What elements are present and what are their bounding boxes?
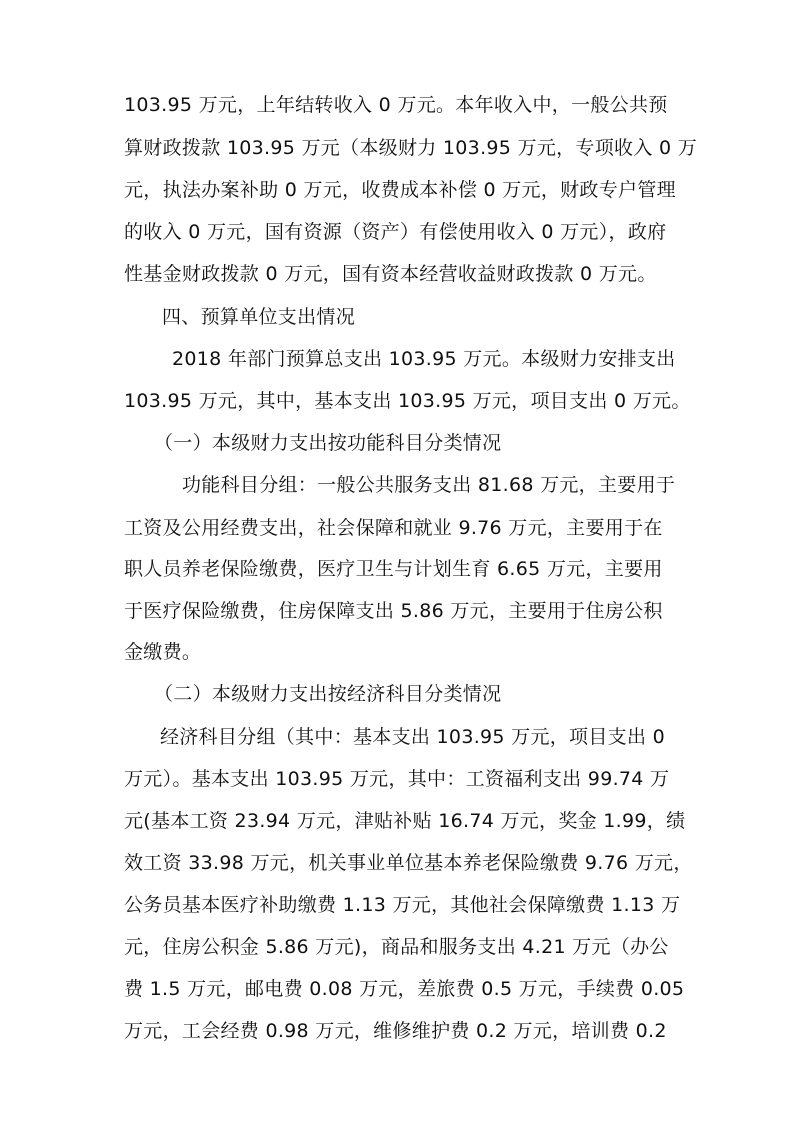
paragraph-line: 金缴费。 (124, 641, 202, 663)
paragraph-line: 经济科目分组（其中：基本支出 103.95 万元，项目支出 0 (160, 726, 665, 748)
paragraph-line: 万元）。基本支出 103.95 万元，其中：工资福利支出 99.74 万 (124, 768, 670, 790)
section-heading: 四、预算单位支出情况 (162, 306, 356, 328)
paragraph-line: 元，住房公积金 5.86 万元)，商品和服务支出 4.21 万元（办公 (124, 936, 669, 958)
paragraph-line: 公务员基本医疗补助缴费 1.13 万元，其他社会保障缴费 1.13 万 (124, 894, 681, 916)
paragraph-line: 性基金财政拨款 0 万元，国有资本经营收益财政拨款 0 万元。 (124, 263, 657, 285)
paragraph-line: 元(基本工资 23.94 万元，津贴补贴 16.74 万元，奖金 1.99，绩 (124, 810, 686, 832)
paragraph-line: 效工资 33.98 万元，机关事业单位基本养老保险缴费 9.76 万元， (124, 852, 693, 874)
paragraph-line: 的收入 0 万元，国有资源（资产）有偿使用收入 0 万元），政府 (124, 221, 667, 243)
paragraph-line: 职人员养老保险缴费，医疗卫生与计划生育 6.65 万元，主要用 (124, 558, 663, 580)
paragraph-line: 万元，工会经费 0.98 万元，维修维护费 0.2 万元，培训费 0.2 (124, 1020, 667, 1042)
subsection-heading: （二）本级财力支出按经济科目分类情况 (154, 683, 502, 705)
paragraph-line: 元，执法办案补助 0 万元，收费成本补偿 0 万元，财政专户管理 (124, 179, 676, 201)
paragraph-line: 103.95 万元，上年结转收入 0 万元。本年收入中，一般公共预 (124, 94, 668, 116)
paragraph-line: 工资及公用经费支出，社会保障和就业 9.76 万元，主要用于在 (124, 517, 663, 539)
paragraph-line: 2018 年部门预算总支出 103.95 万元。本级财力安排支出 (172, 348, 676, 370)
paragraph-line: 103.95 万元，其中，基本支出 103.95 万元，项目支出 0 万元。 (124, 390, 691, 412)
paragraph-line: 费 1.5 万元，邮电费 0.08 万元，差旅费 0.5 万元，手续费 0.05 (124, 978, 685, 1000)
paragraph-line: 于医疗保险缴费，住房保障支出 5.86 万元，主要用于住房公积 (124, 600, 663, 622)
subsection-heading: （一）本级财力支出按功能科目分类情况 (154, 432, 502, 454)
paragraph-line: 算财政拨款 103.95 万元（本级财力 103.95 万元，专项收入 0 万 (124, 137, 697, 159)
paragraph-line: 功能科目分组：一般公共服务支出 81.68 万元，主要用于 (182, 474, 676, 496)
